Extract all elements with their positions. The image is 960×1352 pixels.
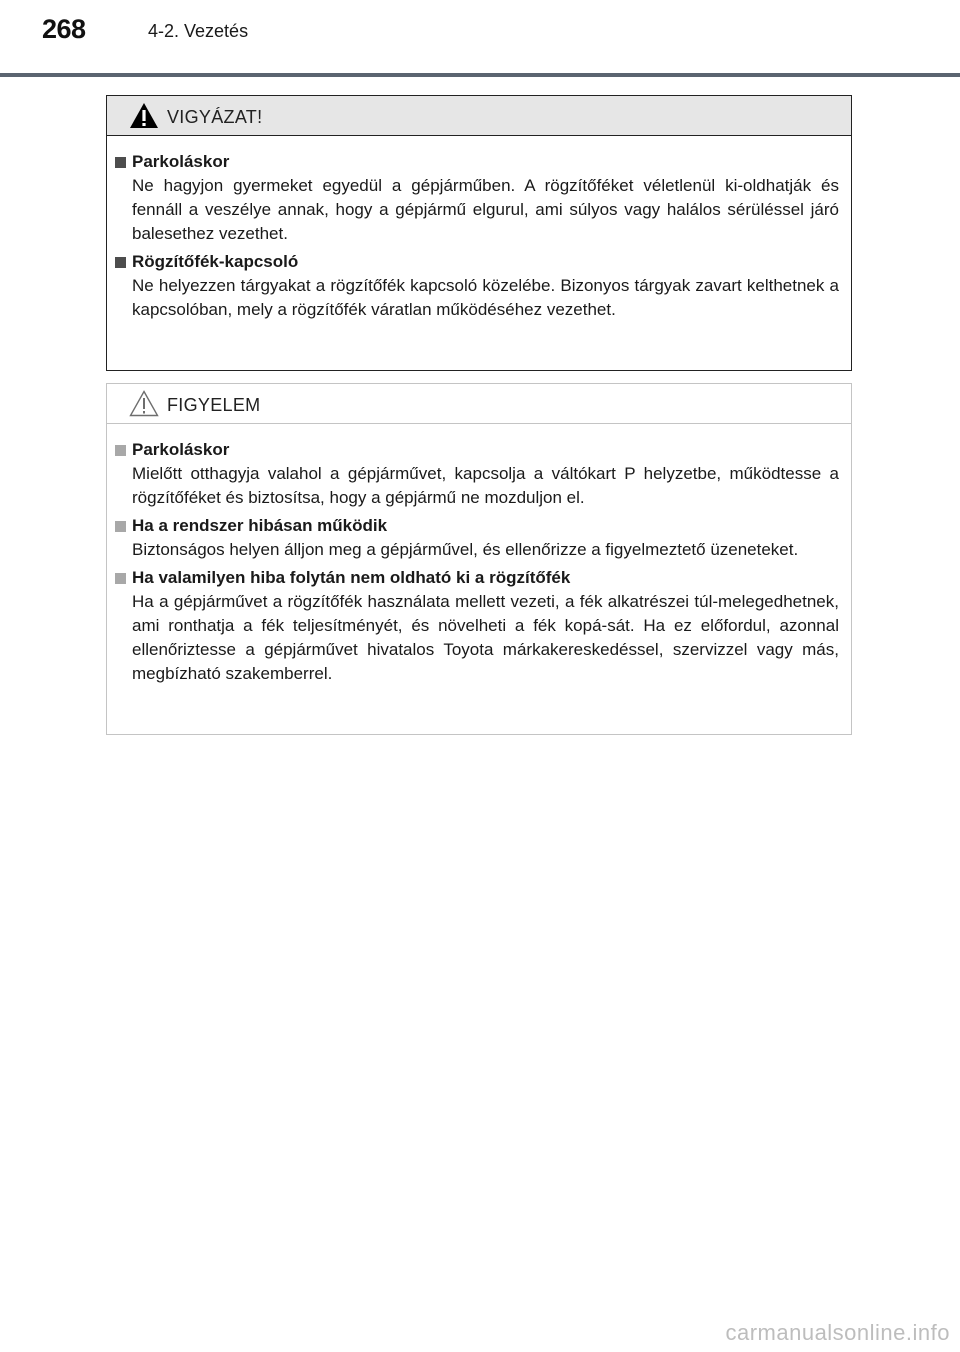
warning-item-title: Parkoláskor	[132, 152, 230, 171]
header-rule	[0, 73, 960, 77]
warning-box-body	[107, 136, 851, 322]
section-title: 4-2. Vezetés	[148, 21, 249, 41]
warning-item	[115, 250, 839, 322]
square-bullet-icon	[115, 157, 126, 168]
caution-item-text: Biztonságos helyen álljon meg a gépjárművel, és ellenőrizze a figyelmeztető üzeneteket.	[132, 540, 799, 559]
warning-item	[115, 150, 839, 246]
page-number: 268	[42, 14, 86, 44]
warning-box-header	[107, 96, 851, 136]
watermark: carmanualsonline.info	[725, 1320, 950, 1345]
caution-item	[115, 566, 839, 686]
warning-item-text: Ne hagyjon gyermeket egyedül a gépjárműben. A rögzítőféket véletlenül ki-oldhatják és fennáll a veszélye annak, hogy a gépjármű elgurul, ami súlyos vagy halálos sérüléssel járó balesethez vezethet.	[132, 176, 839, 243]
caution-triangle-icon	[129, 390, 159, 417]
caution-item-text: Ha a gépjárművet a rögzítőfék használata mellett vezeti, a fék alkatrészei túl-melegedhetnek, ami ronthatja a fék teljesítményét, és növelheti a fék kopá-sát. Ha ez előfordul, azonnal ellenőriztesse a gépjárművet hivatalos Toyota márkakereskedéssel, szervizzel vagy más, megbízható szakemberrel.	[132, 592, 839, 683]
square-bullet-icon	[115, 521, 126, 532]
warning-box	[106, 95, 852, 371]
warning-triangle-icon	[129, 102, 159, 129]
caution-item-text: Mielőtt otthagyja valahol a gépjárművet, kapcsolja a váltókart P helyzetbe, működtesse a rögzítőféket és biztosítsa, hogy a gépjármű ne mozduljon el.	[132, 464, 839, 507]
caution-box	[106, 383, 852, 735]
square-bullet-icon	[115, 257, 126, 268]
caution-item-title: Ha a rendszer hibásan működik	[132, 516, 388, 535]
caution-box-label: FIGYELEM	[167, 395, 261, 415]
caution-item	[115, 438, 839, 510]
caution-box-header	[107, 384, 851, 424]
warning-item-title: Rögzítőfék-kapcsoló	[132, 252, 299, 271]
caution-item-title: Parkoláskor	[132, 440, 230, 459]
caution-box-body	[107, 424, 851, 686]
warning-box-label: VIGYÁZAT!	[167, 107, 263, 127]
caution-item	[115, 514, 839, 562]
square-bullet-icon	[115, 573, 126, 584]
square-bullet-icon	[115, 445, 126, 456]
caution-item-title: Ha valamilyen hiba folytán nem oldható ki a rögzítőfék	[132, 568, 571, 587]
page-header	[0, 0, 960, 78]
warning-item-text: Ne helyezzen tárgyakat a rögzítőfék kapcsoló közelébe. Bizonyos tárgyak zavart kelthetnek a kapcsolóban, mely a rögzítőfék váratlan működéséhez vezethet.	[132, 276, 839, 319]
